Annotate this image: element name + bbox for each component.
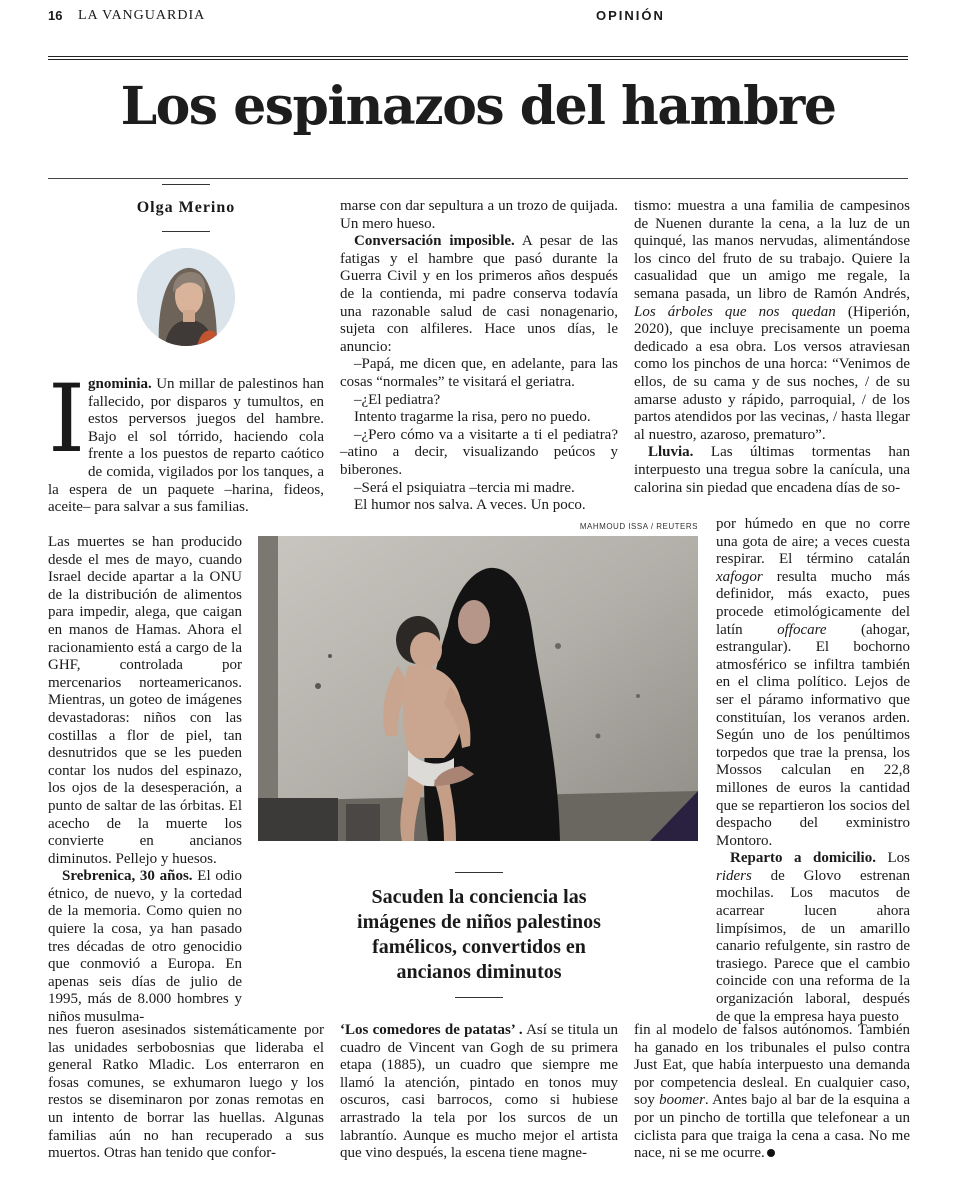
paragraph-lead: gnominia. [88, 376, 152, 392]
byline [48, 184, 324, 346]
paragraph-lead: Reparto a domicilio. [730, 850, 876, 867]
text-run: tismo: muestra a una familia de campesinos de Nuenen durante la cena, a la luz de un quinqué, las manos nervudas, alimentándose los cinco del fruto de su trabajo. Quiere la casualidad que un amigo me regale, la semana pasada, un libro de Ramón Andrés, [634, 198, 910, 302]
text-run-italic: boomer [659, 1092, 705, 1109]
paragraph-reparto [716, 850, 910, 1026]
paragraph-srebrenica [48, 868, 242, 1026]
column-3-bottom [634, 1022, 910, 1163]
paragraph-lead: ‘Los comedores de patatas’ . [340, 1022, 523, 1038]
paragraph-text: Así se titula un cuadro de Vincent van Gogh de su primera etapa (1885), un cuadro que siempre me llamó la atención, pintado en tonos muy oscuros, casi barrocos, como si hubiese arrastrado la tela por los surcos de un labrantío. Aunque es mucho mejor el artista que vino después, la escena tiene magne- [340, 1022, 618, 1162]
text-run-italic: offocare [777, 621, 827, 638]
byline-rule-bottom [162, 231, 210, 232]
column-2 [340, 198, 618, 515]
dialogue-line: –Será el psiquiatra –tercia mi madre. [354, 479, 575, 496]
paragraph-text: marse con dar sepultura a un trozo de quijada. Un mero hueso. [340, 198, 618, 232]
pull-quote-text: Sacuden la conciencia las imágenes de niños palestinos famélicos, convertidos en ancianos diminutos [357, 886, 601, 983]
text-run: . Antes bajo al bar de la esquina a por un pincho de tortilla que telefonear a un ciclista para que traiga la cena a casa. No me nace, ni se me ocurre. [634, 1092, 910, 1162]
newspaper-name: LA VANGUARDIA [78, 8, 206, 23]
paragraph-lead: Lluvia. [648, 444, 694, 461]
paragraph-comedores [340, 1022, 618, 1163]
byline-rule-top [162, 184, 210, 185]
paragraph-text: A pesar de las fatigas y el hambre que pasó durante la Guerra Civil y en los primeros años después de la contienda, mi padre conserva todavía una razonable salud de casi nonagenario, sujeta con alfileres. Hace unos días, le anuncio: [340, 233, 618, 355]
paragraph-ignominia [48, 365, 324, 517]
paragraph-conversacion [340, 233, 618, 356]
paragraph-text: Un millar de palestinos han fallecido, por disparos y tumultos, en estos perversos juegos del hambre. Bajo el sol tórrido, haciendo cola frente a los puestos de reparto caótico de comida, vigilados por los tanques, a la espera de un paquete –harina, fideos, aceite– para salvar a sus familias. [48, 376, 324, 516]
text-run: resulta mucho más definidor, más exacto, pues procede etimológicamente del latín [716, 568, 910, 638]
page-number: 16 [48, 8, 63, 23]
column-1 [48, 365, 324, 517]
paragraph-text: nes fueron asesinados sistemáticamente por las unidades serbobosnias que lideraba el general Ratko Mladic. Los enterraron en fosas comunes, se exhumaron luego y los restos se diseminaron por zonas remotas en un intento de borrar las huellas. Algunas familias aún no han recuperado a sus muertos. Otras han tenido que confor- [48, 1022, 324, 1162]
photo-credit: MAHMOUD ISSA / REUTERS [579, 522, 698, 531]
dialogue-line: –¿Pero cómo va a visitarte a ti el pediatra? –atino a decir, visualizando peúcos y biberones. [340, 426, 618, 478]
drop-cap: I [48, 365, 86, 474]
paragraph-text: El odio étnico, de nuevo, y la cortedad de la memoria. Como quien no quiere la cosa, ya han pasado tres décadas de otro genocidio que conmovió a Europa. En apenas seis días de julio de 1995, más de 8.000 hombres y niños musulma- [48, 868, 242, 1026]
paragraph-lead: Srebrenica, 30 años. [62, 868, 193, 885]
paragraph-lluvia [634, 444, 910, 497]
pull-quote [340, 872, 618, 998]
page-header [48, 6, 908, 26]
text-run-italic: xafogor [716, 568, 763, 585]
book-title: Los árboles que nos quedan [634, 303, 836, 320]
dialogue-line: –¿El pediatra? [354, 391, 441, 408]
text-run-italic: riders [716, 867, 752, 884]
headline: Los espinazos del hambre [120, 76, 836, 137]
paragraph-text [634, 1022, 910, 1163]
author-avatar [137, 248, 235, 346]
text-run: fin al modelo de falsos autónomos. También ha ganado en los tribunales el pulso contra Just Eat, que había interpuesto una demanda por competencia desleal. En cualquier caso, soy [634, 1022, 910, 1109]
paragraph-text: Las últimas tormentas han interpuesto una tregua sobre la canícula, una calorina sin piedad que encadena días de so- [634, 444, 910, 496]
author-name: Olga Merino [136, 199, 236, 216]
header-rule [48, 56, 908, 60]
column-2-bottom [340, 1022, 618, 1163]
text-run: (ahogar, estrangular). El bochorno atmosférico se infiltra también en el clima político. Lejos de ser el páramo informativo que constituían, los veranos arden. Según uno de los penúltimos torpedos que trae la prensa, los Mossos calculan en 22,8 millones de euros la cantidad que se repartieron los socios del despacho del exministro Montoro. [716, 621, 910, 849]
column-1-narrow [48, 534, 242, 1027]
paragraph-text [634, 198, 910, 444]
section-label: OPINIÓN [596, 8, 665, 23]
text-run: (Hiperión, 2020), que incluye precisamente un poema dedicado a esa obra. Los versos atraviesan como los pinchos de una horca: “Venimos de ellos, de su cama y de sus noches, / de su amarse adusto y rápido, parroquial, / de los partos atendidos por las vecinas, / hasta llegar al nuestro, azaroso, prematuro”. [634, 303, 910, 443]
text-run: de Glovo estrenan mochilas. Los macutos de acarrear lucen ahora limpísimos, de un amarillo canario refulgente, sin rastro de trasiego. Parece que el cambio coincide con una reforma de la organización laboral, después de que la empresa haya puesto [716, 867, 910, 1025]
text-run: Los [875, 850, 910, 867]
column-1-bottom [48, 1022, 324, 1163]
column-3-narrow [716, 516, 910, 1026]
pull-quote-rule-bottom [455, 997, 503, 998]
end-of-article-mark [767, 1149, 775, 1157]
column-3 [634, 198, 910, 497]
article-photo [258, 536, 698, 841]
dialogue-line: –Papá, me dicen que, en adelante, para las cosas “normales” te visitará el geriatra. [340, 356, 618, 390]
paragraph-text [716, 516, 910, 850]
text-run: por húmedo en que no corre una gota de aire; a veces cuesta respirar. El término catalán [716, 516, 910, 568]
dialogue-line: Intento tragarme la risa, pero no puedo. [354, 409, 591, 426]
headline-rule [48, 178, 908, 179]
dialogue-line: El humor nos salva. A veces. Un poco. [354, 497, 586, 514]
paragraph-lead: Conversación imposible. [354, 233, 515, 250]
paragraph-text: Las muertes se han producido desde el mes de mayo, cuando Israel decide apartar a la ONU de la distribución de alimentos para impedir, alega, que caigan en manos de Hamas. Ahora el racionamiento está a cargo de la GHF, controlada por mercenarios norteamericanos. Mientras, un goteo de imágenes devastadoras: niños con las costillas a flor de piel, tan desnutridos que se les pueden contar los nudos del espinazo, los ojos de la desesperación, a punto de saltar de las órbitas. El acecho de la muerte los convierte en ancianos diminutos. Pellejo y huesos. [48, 534, 242, 867]
